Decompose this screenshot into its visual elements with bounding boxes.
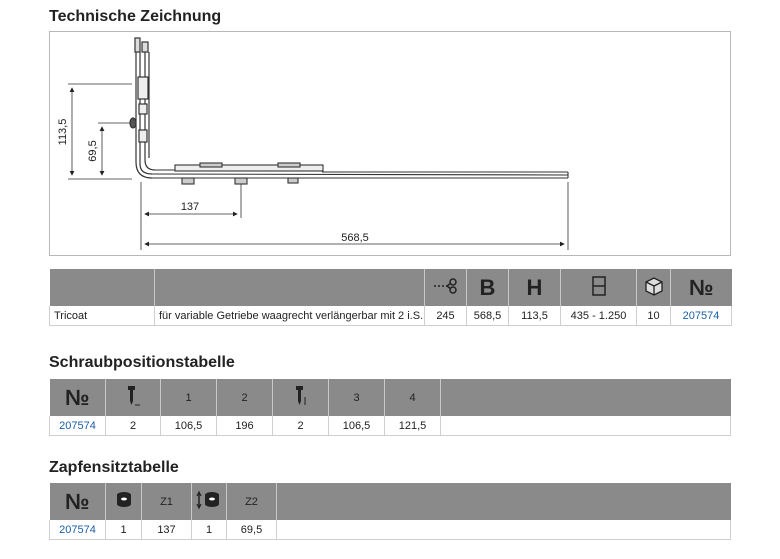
pin-table (49, 483, 731, 540)
screw-table (49, 379, 731, 436)
pin-table-header (50, 483, 731, 520)
header-description (155, 269, 425, 306)
corner-drive-horizontal (150, 163, 568, 184)
header-b: B (467, 269, 509, 306)
screw-row (50, 416, 731, 436)
cell-pos-1: 106,5 (161, 416, 217, 436)
screw-table-header (50, 379, 731, 416)
cell-cut: 245 (425, 306, 467, 326)
cell-description: für variable Getriebe waagrecht verlängerbar mit 2 i.S. (155, 306, 425, 326)
scissors-icon (425, 269, 467, 306)
cell-surface: Tricoat (50, 306, 155, 326)
cell-count-2: 1 (192, 520, 227, 540)
corner-drive-vertical (130, 38, 149, 164)
header-h: H (509, 269, 561, 306)
header-pos-3: 3 (329, 379, 385, 416)
header-pos-4: 4 (385, 379, 441, 416)
screw-icon (106, 379, 161, 416)
header-empty (277, 483, 731, 520)
cell-empty (277, 520, 731, 540)
cell-article-link[interactable]: 207574 (50, 520, 106, 540)
header-pos-1: 1 (161, 379, 217, 416)
cell-pos-3: 106,5 (329, 416, 385, 436)
cell-count-2: 2 (273, 416, 329, 436)
pin-adjust-icon (192, 483, 227, 520)
sash-frame-icon (561, 269, 637, 306)
cell-range: 435 - 1.250 (561, 306, 637, 326)
cell-h: 113,5 (509, 306, 561, 326)
header-number: № (671, 269, 732, 306)
product-table (49, 269, 732, 326)
package-icon (637, 269, 671, 306)
pin-table-title: Zapfensitztabelle (49, 459, 179, 476)
header-number: № (50, 483, 106, 520)
corner-drive-bend (136, 160, 155, 178)
pin-icon (106, 483, 142, 520)
cell-article-link[interactable]: 207574 (50, 416, 106, 436)
header-number: № (50, 379, 106, 416)
cell-b: 568,5 (467, 306, 509, 326)
header-surface (50, 269, 155, 306)
cell-z1: 137 (142, 520, 192, 540)
cell-pos-4: 121,5 (385, 416, 441, 436)
pin-row (50, 520, 731, 540)
screw-icon (273, 379, 329, 416)
header-empty (441, 379, 731, 416)
product-row (50, 306, 732, 326)
cell-article-link[interactable]: 207574 (671, 306, 732, 326)
cell-z2: 69,5 (227, 520, 277, 540)
cell-qty: 10 (637, 306, 671, 326)
dim-vertical-outer: 113,5 (57, 118, 69, 146)
cell-empty (441, 416, 731, 436)
header-z2: Z2 (227, 483, 277, 520)
technical-drawing-svg (50, 32, 730, 255)
vertical-dimensions (68, 84, 132, 179)
screw-table-title: Schraubpositionstabelle (49, 354, 235, 371)
drawing-title: Technische Zeichnung (49, 8, 222, 25)
cell-pos-2: 196 (217, 416, 273, 436)
cell-count-1: 2 (106, 416, 161, 436)
dim-horizontal-long: 568,5 (341, 232, 369, 244)
dim-vertical-inner: 69,5 (87, 140, 99, 162)
header-z1: Z1 (142, 483, 192, 520)
product-table-header (50, 269, 732, 306)
technical-drawing (49, 31, 731, 256)
cell-count-1: 1 (106, 520, 142, 540)
header-pos-2: 2 (217, 379, 273, 416)
dim-horizontal-short: 137 (180, 201, 200, 213)
